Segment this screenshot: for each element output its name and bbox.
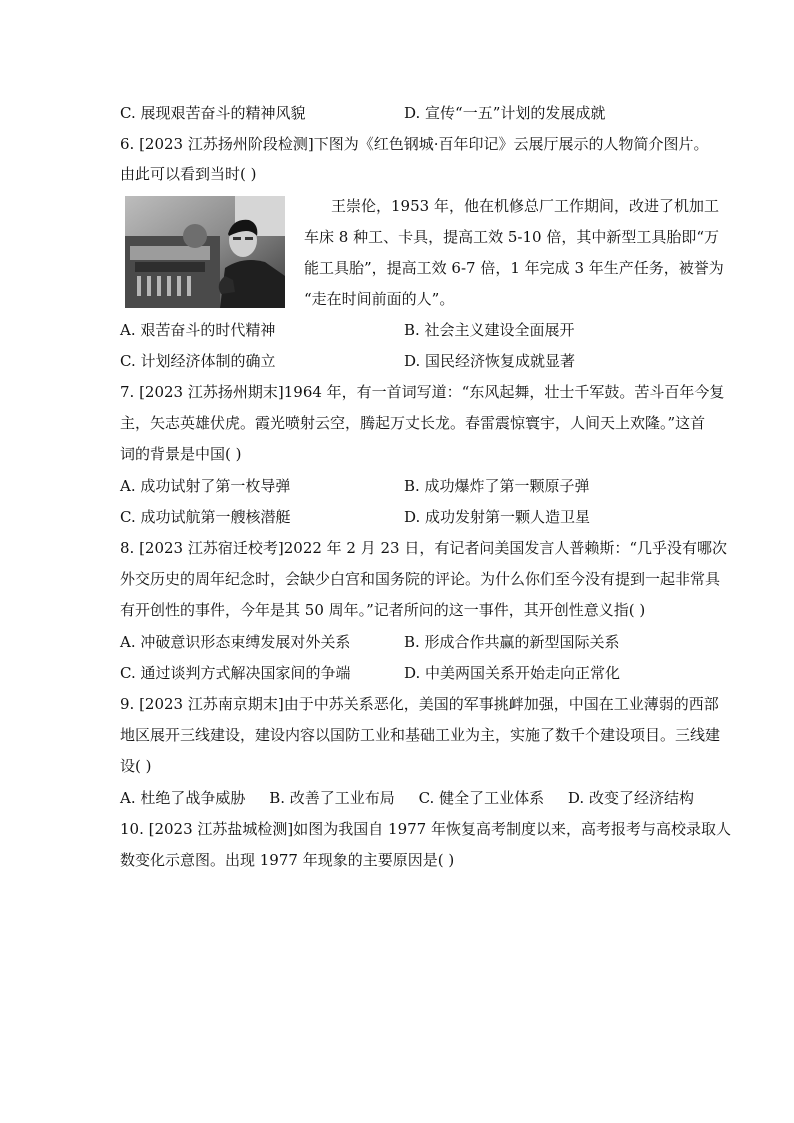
q7-option-b: B. 成功爆炸了第一颗原子弹 — [404, 477, 590, 495]
q7-option-c: C. 成功试航第一艘核潜艇 — [120, 508, 291, 526]
q7-option-a: A. 成功试射了第一枚导弹 — [120, 477, 291, 495]
q8-option-a: A. 冲破意识形态束缚发展对外关系 — [120, 633, 351, 651]
q8-option-d: D. 中美两国关系开始走向正常化 — [404, 664, 621, 682]
q9-stem-line2: 地区展开三线建设，建设内容以国防工业和基础工业为主，实施了数千个建设项目。三线建 — [120, 726, 721, 744]
q8-stem-line1: 8. [2023 江苏宿迁校考]2022 年 2 月 23 日，有记者问美国发言人普赖斯：“几乎没有哪次 — [120, 539, 728, 557]
q6-option-c: C. 计划经济体制的确立 — [120, 352, 276, 370]
q8-stem-line2: 外交历史的周年纪念时，会缺少白宫和国务院的评论。为什么你们至今没有提到一起非常具 — [120, 570, 721, 588]
q8-option-b: B. 形成合作共赢的新型国际关系 — [404, 633, 620, 651]
q7-stem-line3: 词的背景是中国( ) — [120, 445, 242, 463]
q6-option-b: B. 社会主义建设全面展开 — [404, 321, 575, 339]
q6-bio-line2: 车床 8 种工、卡具，提高工效 5-10 倍，其中新型工具胎即“万 — [304, 228, 719, 246]
q6-bio-line4: “走在时间前面的人”。 — [304, 290, 455, 308]
worker-photo-graphic — [125, 196, 285, 308]
q8-option-c: C. 通过谈判方式解决国家间的争端 — [120, 664, 351, 682]
q10-stem-line2: 数变化示意图。出现 1977 年现象的主要原因是( ) — [120, 851, 455, 869]
q6-option-d: D. 国民经济恢复成就显著 — [404, 352, 576, 370]
q6-stem-line1: 6. [2023 江苏扬州阶段检测]下图为《红色钢城·百年印记》云展厅展示的人物简介图片。 — [120, 135, 709, 153]
q8-stem-line3: 有开创性的事件，今年是其 50 周年。”记者所问的这一事件，其开创性意义指( ) — [120, 601, 646, 619]
q7-stem-line2: 主，矢志英雄伏虎。霞光喷射云空，腾起万丈长龙。春雷震惊寰宇，人间天上欢隆。”这首 — [120, 414, 706, 432]
q6-stem-line2: 由此可以看到当时( ) — [120, 165, 257, 183]
q6-bio-line3: 能工具胎”，提高工效 6-7 倍，1 年完成 3 年生产任务，被誉为 — [304, 259, 724, 277]
q7-stem-line1: 7. [2023 江苏扬州期末]1964 年，有一首词写道：“东风起舞，壮士千军鼓。苦斗百年今复 — [120, 383, 725, 401]
q6-option-a: A. 艰苦奋斗的时代精神 — [120, 321, 276, 339]
q6-bio-line1: 王崇伦，1953 年，他在机修总厂工作期间，改进了机加工 — [331, 197, 719, 215]
q9-options: A. 杜绝了战争威胁 B. 改善了工业布局 C. 健全了工业体系 D. 改变了经济结构 — [120, 789, 694, 807]
q5-option-d: D. 宣传“一五”计划的发展成就 — [404, 104, 606, 122]
q7-option-d: D. 成功发射第一颗人造卫星 — [404, 508, 591, 526]
worker-photo — [125, 196, 285, 308]
q10-stem-line1: 10. [2023 江苏盐城检测]如图为我国自 1977 年恢复高考制度以来，高考报考与高校录取人 — [120, 820, 731, 838]
q5-option-c: C. 展现艰苦奋斗的精神风貌 — [120, 104, 306, 122]
q9-stem-line3: 设( ) — [120, 757, 152, 775]
q9-stem-line1: 9. [2023 江苏南京期末]由于中苏关系恶化，美国的军事挑衅加强，中国在工业薄弱的西部 — [120, 695, 719, 713]
